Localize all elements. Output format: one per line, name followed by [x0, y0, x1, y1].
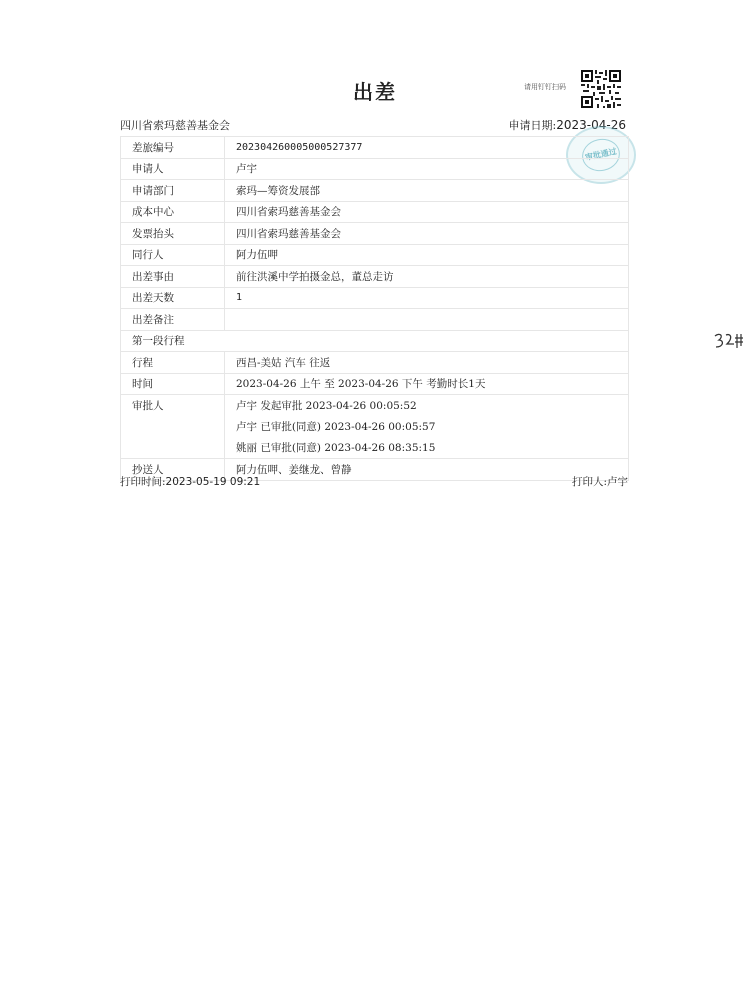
apply-date-value: 2023-04-26	[556, 118, 626, 132]
form-row	[121, 287, 629, 309]
form-row	[121, 244, 629, 266]
print-time	[120, 474, 260, 489]
row-value: 四川省索玛慈善基金会	[225, 201, 629, 223]
form-row	[121, 266, 629, 288]
row-label: 成本中心	[121, 201, 225, 223]
trip-route-value: 西昌-美姑 汽车 往返	[225, 352, 629, 374]
approval-stamp-text: 审批通过	[579, 135, 623, 174]
section-row	[121, 330, 629, 352]
trip-route-label: 行程	[121, 352, 225, 374]
handwritten-mark-icon	[712, 330, 746, 352]
printer	[572, 474, 628, 489]
row-label: 发票抬头	[121, 223, 225, 245]
print-time-label: 打印时间:	[120, 476, 166, 488]
approval-entry: 卢宇 已审批(同意) 2023-04-26 00:05:57	[236, 421, 436, 433]
document-title: 出差	[353, 80, 397, 104]
approval-list	[225, 395, 629, 459]
cc-label: 抄送人	[121, 459, 225, 481]
section-title: 第一段行程	[121, 330, 629, 352]
row-label: 差旅编号	[121, 137, 225, 159]
apply-date-label: 申请日期:	[508, 119, 557, 132]
form-row	[121, 223, 629, 245]
row-value: 卢宇	[225, 158, 629, 180]
row-label: 同行人	[121, 244, 225, 266]
approval-row	[121, 395, 629, 459]
qr-code-icon	[581, 70, 621, 108]
cc-value: 阿力伍呷、姜继龙、曾静	[225, 459, 629, 481]
trip-time-row	[121, 373, 629, 395]
printer-label: 打印人:	[571, 476, 607, 488]
form-row	[121, 180, 629, 202]
row-label: 出差天数	[121, 287, 225, 309]
form-row	[121, 201, 629, 223]
row-value: 1	[225, 287, 629, 309]
form-row	[121, 309, 629, 331]
row-label: 出差备注	[121, 309, 225, 331]
row-value: 阿力伍呷	[225, 244, 629, 266]
approval-entry: 姚丽 已审批(同意) 2023-04-26 08:35:15	[236, 442, 436, 454]
form-row	[121, 158, 629, 180]
travel-form-table	[120, 136, 629, 481]
row-value: 四川省索玛慈善基金会	[225, 223, 629, 245]
row-value: 索玛—筹资发展部	[225, 180, 629, 202]
approval-label: 审批人	[121, 395, 225, 459]
row-label: 申请部门	[121, 180, 225, 202]
form-row	[121, 137, 629, 159]
row-label: 申请人	[121, 158, 225, 180]
row-value: 202304260005000527377	[225, 137, 629, 159]
trip-time-label: 时间	[121, 373, 225, 395]
row-value	[225, 309, 629, 331]
row-value: 前往洪溪中学拍摄金总，董总走访	[225, 266, 629, 288]
row-label: 出差事由	[121, 266, 225, 288]
qr-hint-text: 请用钉钉扫码	[524, 83, 566, 91]
trip-time-value: 2023-04-26 上午 至 2023-04-26 下午 考勤时长1天	[225, 373, 629, 395]
print-time-value: 2023-05-19 09:21	[165, 476, 261, 488]
organization-name: 四川省索玛慈善基金会	[120, 119, 230, 132]
printer-value: 卢宇	[607, 476, 628, 488]
approval-entry: 卢宇 发起审批 2023-04-26 00:05:52	[236, 400, 417, 412]
trip-route-row	[121, 352, 629, 374]
